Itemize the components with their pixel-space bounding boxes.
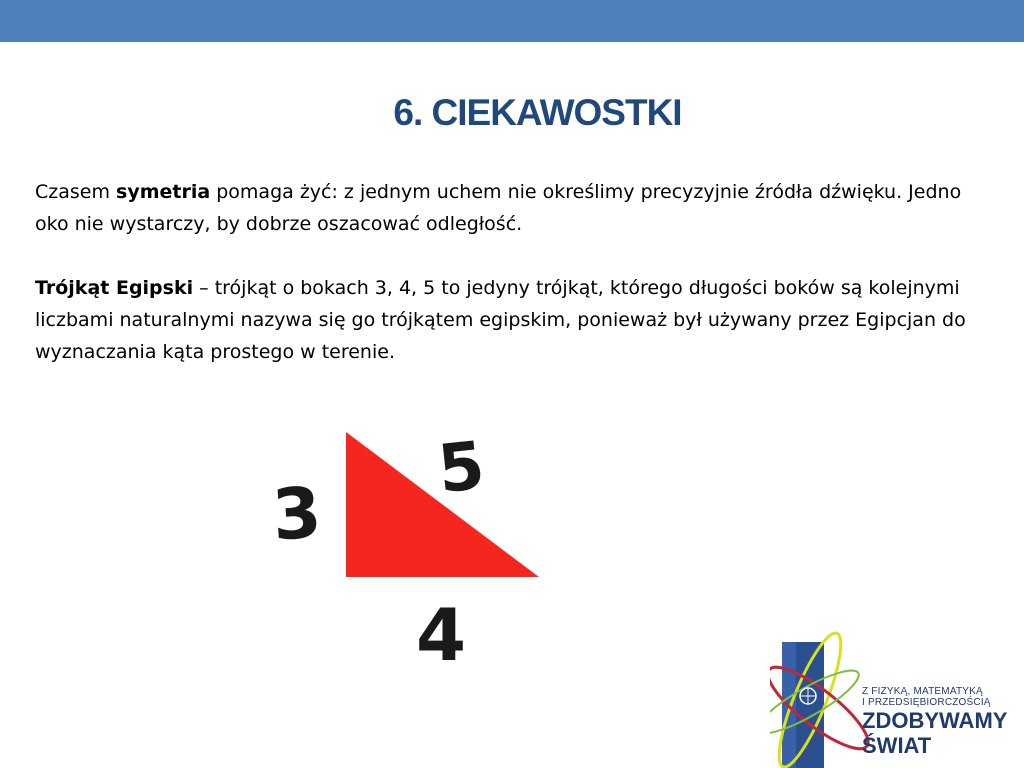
paragraph-symmetry — [35, 176, 995, 240]
paragraph-symmetry-lead: Czasem — [35, 181, 117, 203]
paragraph-symmetry-rest: pomaga żyć: z jednym uchem nie określimy precyzyjnie źródła dźwięku. Jedno oko nie wystarczy, by dobrze oszacować odległość. — [35, 181, 962, 235]
symmetry-keyword: symetria — [116, 181, 211, 203]
slide-body — [35, 176, 995, 368]
top-accent-bar — [0, 0, 1024, 42]
logo-line-4: ŚWIAT — [862, 733, 932, 758]
logo-text-block — [862, 686, 1007, 758]
egyptian-triangle-keyword: Trójkąt Egipski — [35, 277, 194, 299]
paragraph-egyptian-triangle-rest: – trójkąt o bokach 3, 4, 5 to jedyny trójkąt, którego długości boków są kolejnymi liczbami naturalnymi nazywa się go trójkątem egipskim, ponieważ był używany przez Egipcjan do wyznaczania kąta prostego w terenie. — [35, 277, 966, 363]
slide-title: 6. CIEKAWOSTKI — [393, 92, 682, 133]
side-label-3: 3 — [269, 471, 325, 557]
logo-line-1: Z FIZYKĄ, MATEMATYKĄ — [862, 686, 983, 697]
side-label-4: 4 — [415, 593, 467, 670]
logo-line-3: ZDOBYWAMY — [862, 708, 1008, 733]
paragraph-egyptian-triangle — [35, 272, 995, 368]
side-label-5: 5 — [434, 426, 489, 509]
egyptian-triangle-figure — [265, 420, 555, 670]
logo-line-2: I PRZEDSIĘBIORCZOŚCIĄ — [862, 697, 991, 708]
